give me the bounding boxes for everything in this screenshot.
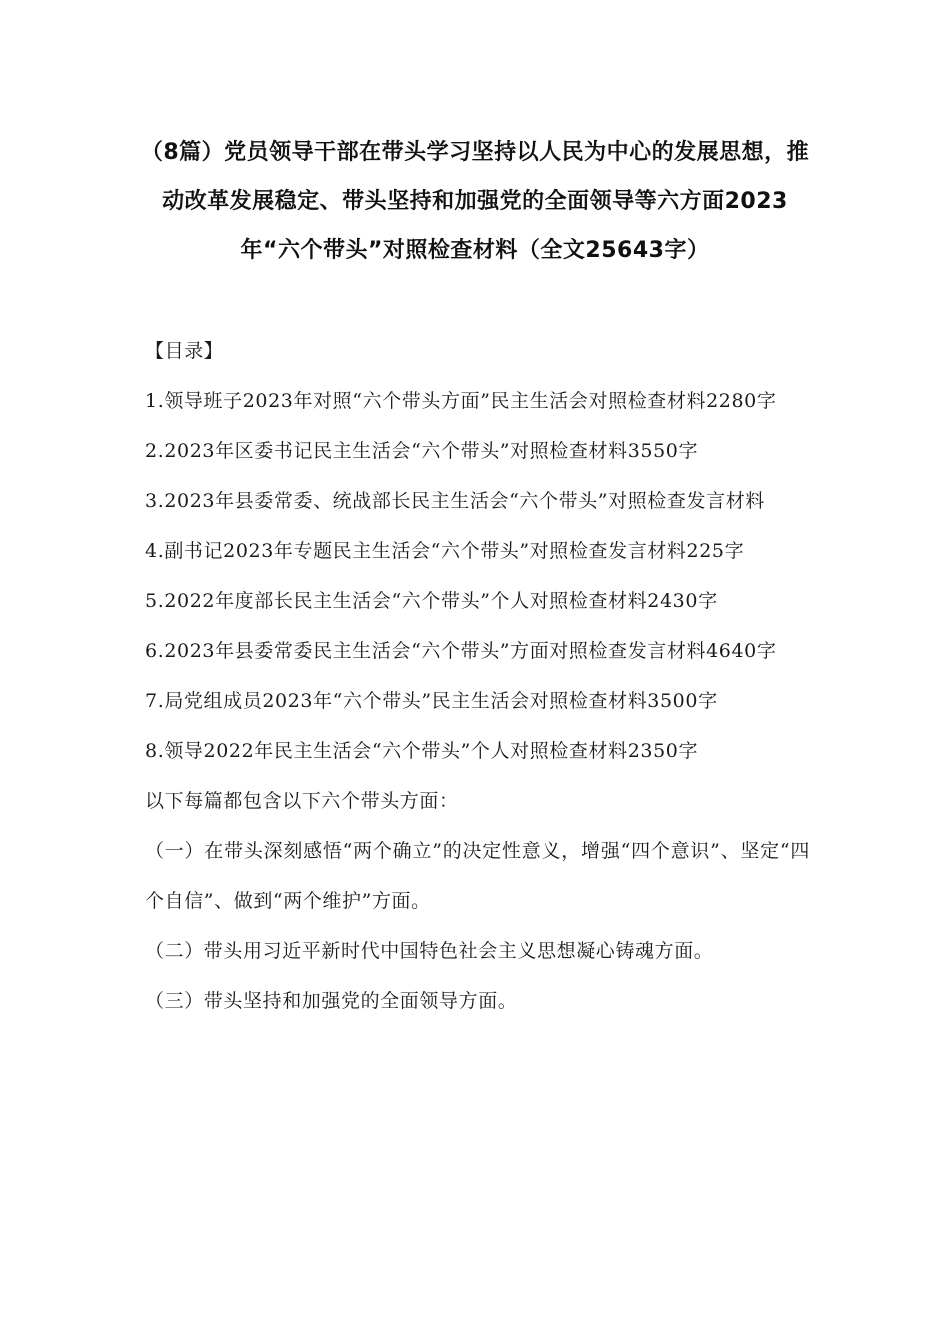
toc-item-6: 6.2023年县委常委民主生活会“六个带头”方面对照检查发言材料4640字: [145, 640, 777, 662]
document-title: （8篇）党员领导干部在带头学习坚持以人民为中心的发展思想，推动改革发展稳定、带头坚持和加强党的全面领导等六方面2023年“六个带头”对照检查材料（全文25643字）: [140, 140, 810, 263]
toc-item-1: 1.领导班子2023年对照“六个带头方面”民主生活会对照检查材料2280字: [145, 390, 777, 412]
document-body: [145, 326, 810, 1026]
aspect-item-1: （一）在带头深刻感悟“两个确立”的决定性意义，增强“四个意识”、坚定“四个自信”、做到“两个维护”方面。: [145, 840, 810, 912]
toc-item-8: 8.领导2022年民主生活会“六个带头”个人对照检查材料2350字: [145, 740, 699, 762]
toc-item-7: 7.局党组成员2023年“六个带头”民主生活会对照检查材料3500字: [145, 690, 718, 712]
toc-item-2: 2.2023年区委书记民主生活会“六个带头”对照检查材料3550字: [145, 440, 699, 462]
aspect-item-3: （三）带头坚持和加强党的全面领导方面。: [145, 990, 518, 1012]
intro-text: 以下每篇都包含以下六个带头方面：: [145, 790, 459, 812]
aspect-item-2: （二）带头用习近平新时代中国特色社会主义思想凝心铸魂方面。: [145, 940, 714, 962]
toc-item-3: 3.2023年县委常委、统战部长民主生活会“六个带头”对照检查发言材料: [145, 490, 765, 512]
toc-heading: 【目录】: [145, 340, 224, 362]
toc-item-4: 4.副书记2023年专题民主生活会“六个带头”对照检查发言材料225字: [145, 540, 745, 562]
toc-item-5: 5.2022年度部长民主生活会“六个带头”个人对照检查材料2430字: [145, 590, 718, 612]
